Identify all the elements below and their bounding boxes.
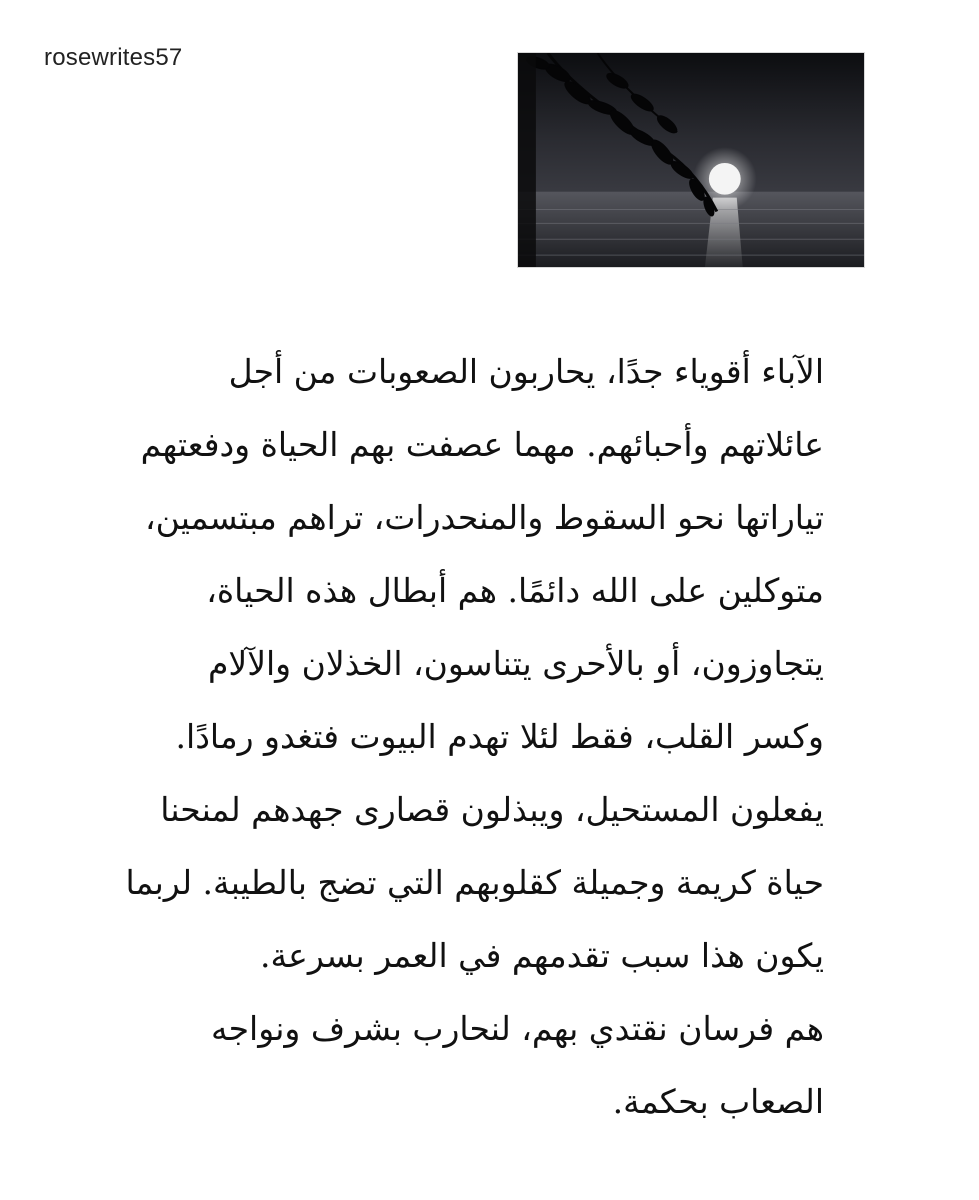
poem-line: حياة كريمة وجميلة كقلوبهم التي تضج بالطيبة. لربما [125, 863, 824, 902]
poem-line: الصعاب بحكمة. [612, 1082, 824, 1121]
poem-line: يفعلون المستحيل، ويبذلون قصارى جهدهم لمنحنا [160, 790, 824, 829]
poem-line: عائلاتهم وأحبائهم. مهما عصفت بهم الحياة ودفعتهم [140, 425, 824, 464]
poem-text [104, 335, 824, 1138]
poem-line: هم فرسان نقتدي بهم، لنحارب بشرف ونواجه [210, 1009, 824, 1048]
poem-line: الآباء أقوياء جدًا، يحاربون الصعوبات من أجل [228, 352, 824, 391]
poem-line: تياراتها نحو السقوط والمنحدرات، تراهم مبتسمين، [144, 498, 824, 537]
moon-sea-photo [517, 52, 865, 268]
poem-line: وكسر القلب، فقط لئلا تهدم البيوت فتغدو رمادًا. [175, 717, 824, 756]
poem-line: يتجاوزون، أو بالأحرى يتناسون، الخذلان والآلام [207, 644, 824, 683]
poem-line: متوكلين على الله دائمًا. هم أبطال هذه الحياة، [206, 571, 824, 610]
author-username: rosewrites57 [44, 44, 183, 71]
moon-night-illustration [518, 53, 864, 267]
poem-line: يكون هذا سبب تقدمهم في العمر بسرعة. [260, 936, 824, 975]
